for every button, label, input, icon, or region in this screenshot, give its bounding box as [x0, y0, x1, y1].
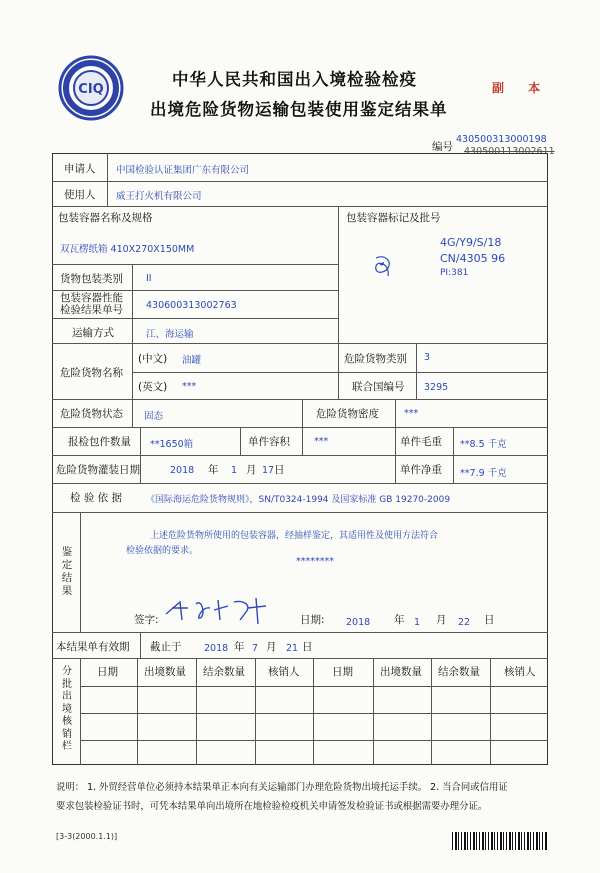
- dg-state-label: 危险货物状态: [60, 408, 123, 420]
- fill-year: 2018: [170, 465, 195, 476]
- validity-label: 本结果单有效期: [56, 641, 130, 653]
- dg-density-label: 危险货物密度: [316, 408, 379, 420]
- gross-value: **8.5 千克: [460, 439, 507, 450]
- user-value: 威王打火机有限公司: [116, 191, 202, 202]
- validity-month: 7: [252, 643, 259, 654]
- writeoff-header-2: 出境数量: [144, 666, 186, 678]
- writeoff-header-7: 结余数量: [438, 666, 480, 678]
- fill-month: 1: [231, 465, 238, 476]
- container-mark-label: 包装容器标记及批号: [346, 212, 441, 224]
- result-stars: ********: [296, 556, 334, 567]
- date-month: 1: [414, 617, 421, 628]
- dg-class-value: 3: [424, 352, 431, 363]
- inspector-signature: [162, 594, 272, 626]
- dg-un-label: 联合国编号: [352, 381, 405, 393]
- dg-class-label: 危险货物类别: [344, 353, 407, 365]
- vol-label: 单件容积: [248, 436, 290, 448]
- writeoff-header-5: 日期: [332, 666, 353, 678]
- validity-year: 2018: [204, 643, 229, 654]
- goods-class-label: 货物包装类别: [60, 273, 123, 285]
- dg-un-value: 3295: [424, 382, 449, 393]
- container-mark-line-3: PI:381: [440, 268, 469, 278]
- net-value: **7.9 千克: [460, 468, 507, 479]
- footer-note-2: 要求包装检验证书时，可凭本结果单向出境所在地检验检疫机关申请签发检验证书或根据需要办理分证。: [56, 801, 488, 812]
- transport-label: 运输方式: [72, 327, 114, 339]
- title-line-1: 中华人民共和国出入境检验检疫: [172, 70, 417, 89]
- gross-label: 单件毛重: [400, 436, 442, 448]
- applicant-label: 申请人: [64, 163, 96, 175]
- perf-label-1: 包装容器性能: [60, 292, 123, 304]
- footer-note-1: 说明： 1. 外贸经营单位必须持本结果单正本向有关运输部门办理危险货物出境托运手续。 2. 当合同或信用证: [56, 782, 508, 793]
- dg-en-value: ***: [182, 381, 197, 392]
- date-year-char: 年: [394, 614, 405, 626]
- validity-month-char: 月: [266, 641, 277, 653]
- date-label: 日期:: [300, 614, 325, 626]
- fill-date-label: 危险货物灌装日期: [56, 464, 140, 476]
- fill-day: 17: [262, 465, 275, 476]
- dg-state-value: 固态: [144, 411, 164, 422]
- container-name-label: 包装容器名称及规格: [58, 212, 153, 224]
- basis-label: 检 验 依 据: [70, 492, 123, 504]
- user-label: 使用人: [64, 189, 96, 201]
- writeoff-header-6: 出境数量: [380, 666, 422, 678]
- result-text-1: 上述危险货物所使用的包装容器，经抽样鉴定，其适用性及使用方法符合: [150, 531, 439, 541]
- form-code: [3-3(2000.1.1)]: [56, 832, 118, 841]
- dg-en-label: (英文): [138, 381, 168, 393]
- copy-mark: 副 本: [492, 81, 551, 95]
- writeoff-header-8: 核销人: [504, 666, 536, 678]
- perf-value: 430600313002763: [146, 300, 237, 311]
- container-mark-line-1: 4G/Y9/S/18: [440, 236, 502, 249]
- date-day-char: 日: [484, 614, 495, 626]
- writeoff-header-1: 日期: [97, 666, 118, 678]
- validity-until: 截止于: [150, 641, 182, 653]
- writeoff-header-4: 核销人: [268, 666, 300, 678]
- number-value: 430500313000198: [456, 134, 547, 145]
- fill-month-char: 月: [246, 464, 257, 476]
- number-struck: 430500113002611: [464, 146, 555, 157]
- net-label: 单件净重: [400, 464, 442, 476]
- date-month-char: 月: [436, 614, 447, 626]
- dg-density-value: ***: [404, 408, 419, 419]
- result-label: 鉴定结果: [61, 546, 73, 597]
- goods-class-value: II: [146, 273, 152, 284]
- sign-label: 签字:: [134, 614, 159, 626]
- count-value: **1650箱: [150, 439, 194, 450]
- vol-value: ***: [314, 436, 329, 447]
- validity-day: 21: [286, 643, 299, 654]
- writeoff-header-3: 结余数量: [203, 666, 245, 678]
- writeoff-label: 分批出境核销栏: [62, 666, 72, 752]
- validity-year-char: 年: [234, 641, 245, 653]
- dg-cn-value: 油罐: [182, 355, 202, 366]
- date-year: 2018: [346, 617, 371, 628]
- perf-label-2: 检验结果单号: [60, 304, 123, 316]
- fill-day-char: 日: [274, 464, 285, 476]
- validity-day-char: 日: [302, 641, 313, 653]
- number-label: 编号: [432, 141, 453, 153]
- dg-name-label: 危险货物名称: [60, 367, 123, 379]
- result-text-2: 检验依据的要求。: [126, 546, 199, 556]
- container-mark-signature: [368, 252, 398, 282]
- dg-cn-label: (中文): [138, 353, 168, 365]
- transport-value: 江、海运输: [146, 329, 194, 340]
- date-day: 22: [458, 617, 471, 628]
- fill-year-char: 年: [208, 464, 219, 476]
- container-mark-line-2: CN/4305 96: [440, 252, 506, 265]
- title-line-2: 出境危险货物运输包装使用鉴定结果单: [150, 100, 448, 119]
- svg-text:CIQ: CIQ: [78, 82, 104, 97]
- basis-value: 《国际海运危险货物规则》，SN/T0324-1994 及国家标准 GB 19270-2009: [146, 495, 451, 505]
- count-label: 报检包件数量: [68, 436, 131, 448]
- container-name-value: 双瓦楞纸箱 410X270X150MM: [60, 244, 195, 255]
- applicant-value: 中国检验认证集团广东有限公司: [116, 165, 250, 176]
- barcode: [452, 832, 548, 850]
- ciq-logo: [58, 55, 124, 121]
